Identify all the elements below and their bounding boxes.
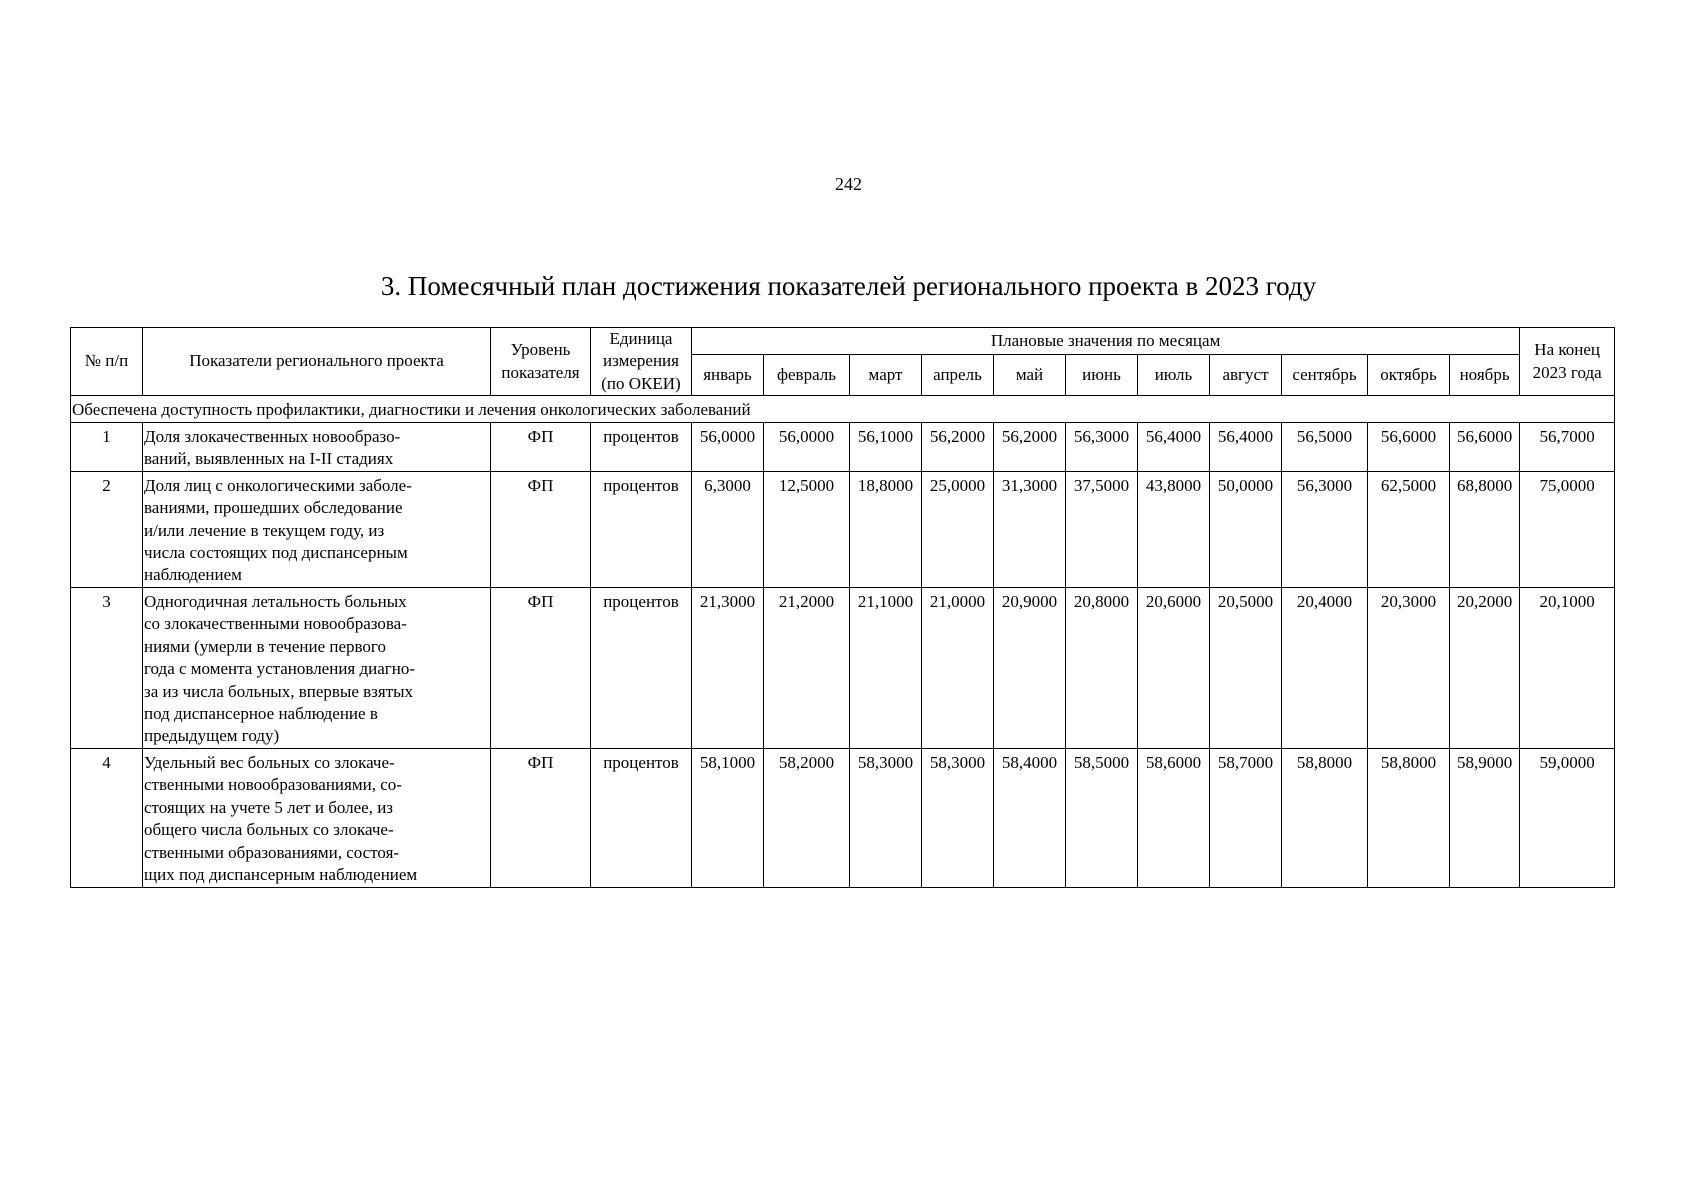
- table-row: [71, 748, 1615, 887]
- row-year-end: 20,1000: [1520, 587, 1615, 748]
- table-row: [71, 471, 1615, 587]
- row-value-sep: 20,4000: [1282, 587, 1368, 748]
- monthly-plan-table: [70, 327, 1615, 888]
- row-num: 1: [71, 422, 143, 471]
- row-level: ФП: [491, 587, 591, 748]
- name-line: числа состоящих под диспансерным: [144, 542, 408, 562]
- name-line: Удельный вес больных со злокаче-: [144, 752, 395, 772]
- header-month: август: [1210, 355, 1282, 396]
- row-unit: процентов: [591, 748, 692, 887]
- header-indicator: Показатели регионального проекта: [143, 328, 491, 396]
- header-month: февраль: [764, 355, 850, 396]
- name-line: и/или лечение в текущем году, из: [144, 520, 385, 540]
- row-value-jul: 56,4000: [1138, 422, 1210, 471]
- name-line: Одногодичная летальность больных: [144, 591, 407, 611]
- section-title: Обеспечена доступность профилактики, диагностики и лечения онкологических заболеваний: [71, 396, 1615, 422]
- header-month: апрель: [922, 355, 994, 396]
- name-line: под диспансерное наблюдение в: [144, 704, 378, 723]
- row-value-feb: 12,5000: [764, 471, 850, 587]
- header-unit: [591, 328, 692, 396]
- row-unit: процентов: [591, 422, 692, 471]
- name-line: Доля лиц с онкологическими заболе-: [144, 475, 412, 495]
- header-month: ноябрь: [1450, 355, 1520, 396]
- row-year-end: 56,7000: [1520, 422, 1615, 471]
- row-year-end: 59,0000: [1520, 748, 1615, 887]
- row-value-feb: 58,2000: [764, 748, 850, 887]
- row-unit: процентов: [591, 587, 692, 748]
- header-year-end-line2: 2023 года: [1532, 362, 1602, 382]
- row-value-nov: 68,8000: [1450, 471, 1520, 587]
- row-value-nov: 58,9000: [1450, 748, 1520, 887]
- name-line: ваниями, прошедших обследование: [144, 498, 403, 518]
- name-line: за из числа больных, впервые взятых: [144, 681, 414, 701]
- header-month: май: [994, 355, 1066, 396]
- row-value-oct: 20,3000: [1368, 587, 1450, 748]
- row-value-feb: 21,2000: [764, 587, 850, 748]
- row-value-oct: 56,6000: [1368, 422, 1450, 471]
- row-value-may: 56,2000: [994, 422, 1066, 471]
- header-month: июль: [1138, 355, 1210, 396]
- header-planned-values: Плановые значения по месяцам: [692, 328, 1520, 355]
- row-indicator-name: [143, 422, 491, 471]
- header-month: март: [850, 355, 922, 396]
- header-level-line2: показателя: [501, 362, 580, 382]
- row-value-feb: 56,0000: [764, 422, 850, 471]
- header-level-line1: Уровень: [510, 340, 571, 360]
- table-row: [71, 422, 1615, 471]
- row-value-jan: 21,3000: [692, 587, 764, 748]
- row-num: 4: [71, 748, 143, 887]
- row-value-jan: 58,1000: [692, 748, 764, 887]
- row-value-nov: 56,6000: [1450, 422, 1520, 471]
- row-value-nov: 20,2000: [1450, 587, 1520, 748]
- row-value-mar: 21,1000: [850, 587, 922, 748]
- row-indicator-name: [143, 587, 491, 748]
- table-row: [71, 587, 1615, 748]
- row-value-sep: 56,3000: [1282, 471, 1368, 587]
- row-value-jul: 20,6000: [1138, 587, 1210, 748]
- row-value-sep: 56,5000: [1282, 422, 1368, 471]
- row-indicator-name: [143, 471, 491, 587]
- row-value-apr: 56,2000: [922, 422, 994, 471]
- header-unit-line2: измерения: [603, 351, 679, 371]
- row-value-jul: 58,6000: [1138, 748, 1210, 887]
- row-value-jan: 6,3000: [692, 471, 764, 587]
- row-value-jul: 43,8000: [1138, 471, 1210, 587]
- row-value-jan: 56,0000: [692, 422, 764, 471]
- name-line: наблюдением: [144, 565, 242, 585]
- row-value-mar: 56,1000: [850, 422, 922, 471]
- section-row: [71, 396, 1615, 422]
- row-level: ФП: [491, 422, 591, 471]
- row-value-apr: 25,0000: [922, 471, 994, 587]
- name-line: стоящих на учете 5 лет и более, из: [144, 797, 394, 817]
- row-value-mar: 58,3000: [850, 748, 922, 887]
- name-line: Доля злокачественных новообразо-: [144, 426, 401, 446]
- row-value-mar: 18,8000: [850, 471, 922, 587]
- row-value-may: 58,4000: [994, 748, 1066, 887]
- name-line: ниями (умерли в течение первого: [144, 636, 386, 656]
- row-level: ФП: [491, 471, 591, 587]
- row-value-may: 20,9000: [994, 587, 1066, 748]
- header-unit-line3: (по ОКЕИ): [601, 373, 681, 393]
- row-value-aug: 58,7000: [1210, 748, 1282, 887]
- row-indicator-name: [143, 748, 491, 887]
- row-num: 3: [71, 587, 143, 748]
- name-line: ственными новообразованиями, со-: [144, 775, 402, 795]
- header-unit-line1: Единица: [609, 329, 673, 348]
- row-value-sep: 58,8000: [1282, 748, 1368, 887]
- header-row-top: [71, 328, 1615, 355]
- header-month: сентябрь: [1282, 355, 1368, 396]
- row-value-jun: 20,8000: [1066, 587, 1138, 748]
- row-value-jun: 37,5000: [1066, 471, 1138, 587]
- name-line: общего числа больных со злокаче-: [144, 820, 394, 840]
- row-value-oct: 58,8000: [1368, 748, 1450, 887]
- row-value-aug: 20,5000: [1210, 587, 1282, 748]
- row-value-apr: 21,0000: [922, 587, 994, 748]
- row-value-may: 31,3000: [994, 471, 1066, 587]
- row-value-jun: 56,3000: [1066, 422, 1138, 471]
- row-value-oct: 62,5000: [1368, 471, 1450, 587]
- row-value-apr: 58,3000: [922, 748, 994, 887]
- header-month: октябрь: [1368, 355, 1450, 396]
- name-line: со злокачественными новообразова-: [144, 614, 407, 634]
- header-level: [491, 328, 591, 396]
- header-year-end: [1520, 328, 1615, 396]
- row-value-aug: 50,0000: [1210, 471, 1282, 587]
- row-year-end: 75,0000: [1520, 471, 1615, 587]
- name-line: ственными образованиями, состоя-: [144, 842, 400, 862]
- name-line: щих под диспансерным наблюдением: [144, 865, 418, 885]
- name-line: ваний, выявленных на I-II стадиях: [144, 449, 394, 469]
- document-title: 3. Помесячный план достижения показателей регионального проекта в 2023 году: [380, 271, 1317, 301]
- row-value-aug: 56,4000: [1210, 422, 1282, 471]
- header-month: июнь: [1066, 355, 1138, 396]
- page-number: 242: [835, 174, 862, 194]
- name-line: предыдущем году): [144, 726, 280, 746]
- row-unit: процентов: [591, 471, 692, 587]
- header-year-end-line1: На конец: [1534, 340, 1601, 360]
- row-num: 2: [71, 471, 143, 587]
- name-line: года с момента установления диагно-: [144, 659, 416, 679]
- row-level: ФП: [491, 748, 591, 887]
- row-value-jun: 58,5000: [1066, 748, 1138, 887]
- header-month: январь: [692, 355, 764, 396]
- header-num: № п/п: [71, 328, 143, 396]
